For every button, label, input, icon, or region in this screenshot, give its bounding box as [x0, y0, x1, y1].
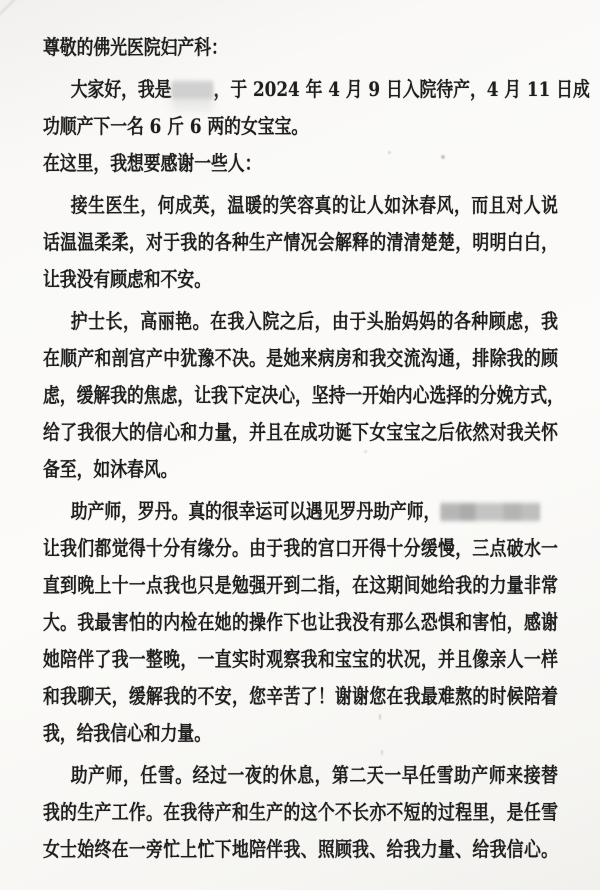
letter-line — [43, 71, 590, 108]
letter-line: 助产师，任雪。经过一夜的休息，第二天一早任雪助产师来接替 — [70, 763, 558, 787]
letter-line: 让我们都觉得十分有缘分。由于我的宫口开得十分缓慢，三点破水一 — [43, 536, 558, 560]
letter-line: 护士长，高丽艳。在我入院之后，由于头胎妈妈的各种顾虑，我 — [70, 309, 558, 333]
letter-line: 给了我很大的信心和力量，并且在成功诞下女宝宝之后依然对我关怀 — [43, 420, 558, 444]
line-text: ，于 2024 年 4 月 9 日入院待产，4 月 11 日成 — [213, 77, 590, 101]
letter-line: 她陪伴了我一整晚，一直实时观察我和宝宝的状况，并且像亲人一样 — [43, 647, 558, 671]
letter-line: 女士始终在一旁忙上忙下地陪伴我、照顾我、给我力量、给我信心。 — [43, 837, 558, 861]
letter-line: 在这里，我想要感谢一些人： — [43, 151, 262, 175]
letter-line: 让我没有顾虑和不安。 — [43, 267, 211, 291]
letter-line: 功顺产下一名 6 斤 6 两的女宝宝。 — [43, 114, 309, 138]
letter-line: 我，给我信心和力量。 — [43, 721, 211, 745]
letter-line: 大。我最害怕的内检在她的操作下也让我没有那么恐惧和害怕，感谢 — [43, 610, 558, 634]
letter-line: 接生医生，何成英，温暖的笑容真的让人如沐春风，而且对人说 — [70, 193, 558, 217]
letter-line: 和我聊天，缓解我的不安，您辛苦了！谢谢您在我最难熬的时候陪着 — [43, 684, 558, 708]
letter-line: 直到晚上十一点我也只是勉强开到二指，在这期间她给我的力量非常 — [43, 573, 558, 597]
line-text: 助产师，罗丹。真的很幸运可以遇见罗丹助产师， — [70, 499, 441, 523]
letter-line: 话温温柔柔，对于我的各种生产情况会解释的清清楚楚，明明白白， — [43, 230, 558, 254]
letter-line: 备至，如沐春风。 — [43, 457, 178, 481]
letter-line: 我的生产工作。在我待产和生产的这个不长亦不短的过程里，是任雪 — [43, 800, 558, 824]
letter-line: 虑，缓解我的焦虑，让我下定决心，坚持一开始内心选择的分娩方式， — [43, 383, 564, 407]
letter-salutation: 尊敬的佛光医院妇产科： — [43, 35, 228, 59]
line-text: 大家好，我是 — [70, 77, 172, 101]
letter-body — [43, 29, 590, 868]
redacted-name-blur — [172, 81, 214, 99]
redacted-name-blur — [440, 503, 540, 521]
letter-line: 在顺产和剖宫产中犹豫不决。是她来病房和我交流沟通，排除我的顾 — [43, 346, 558, 370]
paper-edge-artifact — [0, 0, 17, 15]
letter-line — [43, 493, 558, 530]
